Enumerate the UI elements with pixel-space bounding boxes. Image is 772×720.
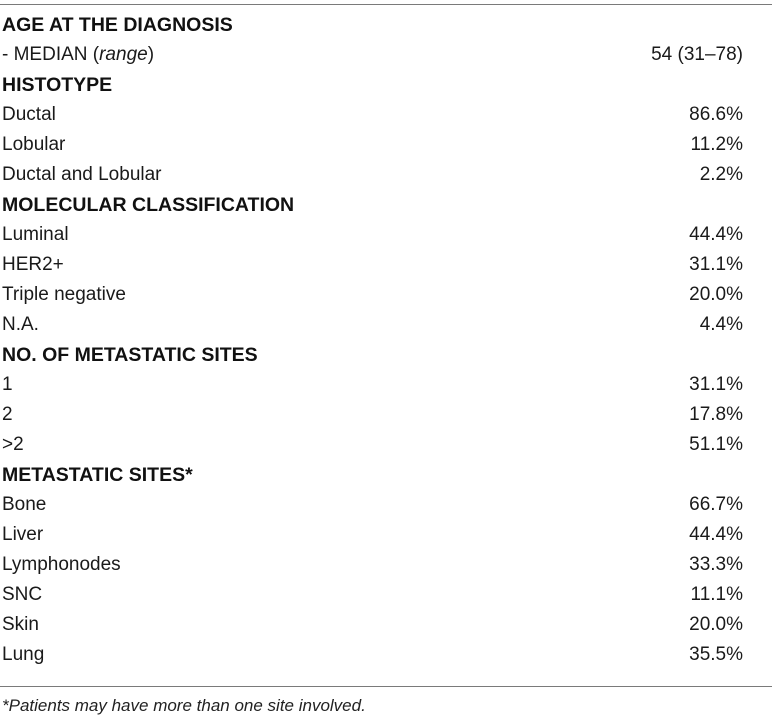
row-label: 2 (2, 404, 13, 425)
section-heading: HISTOTYPE (2, 74, 113, 96)
section-header-row (0, 10, 772, 40)
section-heading: MOLECULAR CLASSIFICATION (2, 194, 295, 216)
table-row (0, 430, 772, 460)
table-row (0, 130, 772, 160)
row-value: 11.1% (690, 584, 743, 605)
table-row (0, 400, 772, 430)
section-header-row (0, 190, 772, 220)
row-label: Liver (2, 524, 44, 545)
table-row (0, 280, 772, 310)
row-label-suffix: ) (147, 44, 155, 65)
table-row (0, 160, 772, 190)
row-value: 17.8% (689, 404, 743, 425)
table-row (0, 100, 772, 130)
row-value: 33.3% (689, 554, 743, 575)
row-label-prefix: - MEDIAN ( (2, 44, 100, 65)
table-row (0, 40, 772, 70)
table-row (0, 370, 772, 400)
section-heading: AGE AT THE DIAGNOSIS (2, 14, 233, 36)
row-label: Lymphonodes (2, 554, 121, 575)
row-value: 20.0% (689, 284, 743, 305)
row-value: 20.0% (689, 614, 743, 635)
section-heading: NO. OF METASTATIC SITES (2, 344, 258, 366)
row-value: 11.2% (690, 134, 743, 155)
row-label: 1 (2, 374, 13, 395)
row-value: 35.5% (689, 644, 743, 665)
table-footnote: *Patients may have more than one site involved. (2, 696, 366, 715)
row-value: 86.6% (689, 104, 743, 125)
table-row (0, 250, 772, 280)
row-label-italic: range (99, 44, 148, 65)
section-heading: METASTATIC SITES* (2, 464, 193, 486)
table-row (0, 580, 772, 610)
bottom-rule (0, 686, 772, 687)
table-row (0, 640, 772, 670)
section-header-row (0, 70, 772, 100)
patient-characteristics-table (0, 10, 772, 670)
row-value: 31.1% (689, 254, 743, 275)
row-label: SNC (2, 584, 43, 605)
row-label: Triple negative (2, 284, 126, 305)
table-row (0, 220, 772, 250)
row-label: >2 (2, 434, 24, 455)
top-rule (0, 4, 772, 5)
row-value: 51.1% (689, 434, 743, 455)
row-label: Bone (2, 494, 47, 515)
row-label: Lung (2, 644, 45, 665)
row-value: 66.7% (689, 494, 743, 515)
row-label: Luminal (2, 224, 69, 245)
table-row (0, 550, 772, 580)
row-value: 44.4% (689, 224, 743, 245)
row-value: 31.1% (689, 374, 743, 395)
table-row (0, 610, 772, 640)
row-value: 44.4% (689, 524, 743, 545)
row-value: 4.4% (699, 314, 743, 335)
row-value: 54 (31–78) (651, 44, 743, 65)
row-label: Ductal and Lobular (2, 164, 162, 185)
table-row (0, 310, 772, 340)
section-header-row (0, 340, 772, 370)
row-label: N.A. (2, 314, 39, 335)
row-value: 2.2% (699, 164, 743, 185)
table-row (0, 520, 772, 550)
row-label: Lobular (2, 134, 66, 155)
section-header-row (0, 460, 772, 490)
row-label: Skin (2, 614, 39, 635)
row-label (0, 40, 441, 70)
table-row (0, 490, 772, 520)
row-label: HER2+ (2, 254, 64, 275)
row-label: Ductal (2, 104, 56, 125)
